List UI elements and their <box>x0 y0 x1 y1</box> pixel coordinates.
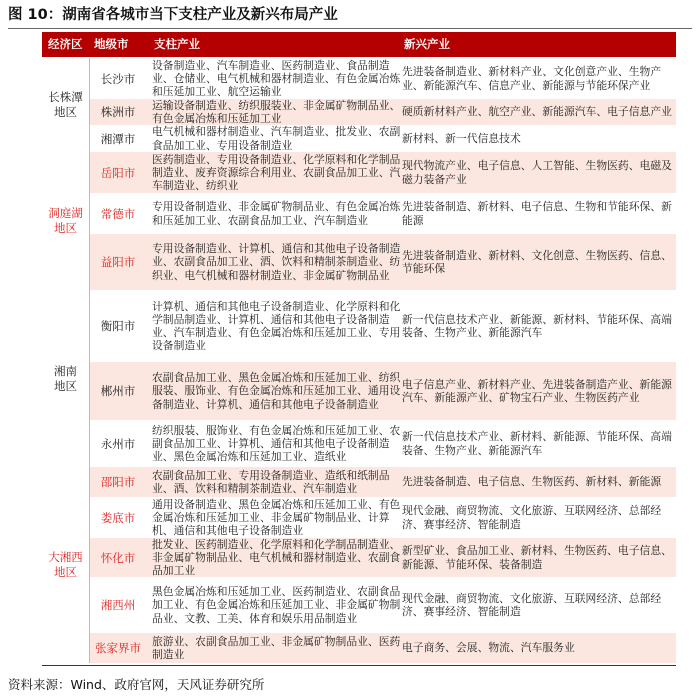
table-row <box>90 99 676 125</box>
city-cell: 永州市 <box>100 436 136 451</box>
emerging-industries-cell <box>402 497 672 538</box>
pillar-industries-cell <box>152 497 402 538</box>
region-label: 长株潭 地区 <box>48 90 83 119</box>
table-row <box>90 290 676 362</box>
city-cell: 怀化市 <box>100 550 136 565</box>
emerging-industries-text: 现代金融、商贸物流、文化旅游、互联网经济、总部经济、赛事经济、智能制造 <box>402 591 662 618</box>
table-row <box>90 420 676 467</box>
city-cell: 衡阳市 <box>100 319 136 333</box>
pillar-industries-text: 专用设备制造业、计算机、通信和其他电子设备制造业、农副食品加工业、酒、饮料和精制茶制造业、纺织业、电气机械和器材制造业、非金属矿物制品业 <box>152 242 401 282</box>
emerging-industries-cell <box>402 467 672 497</box>
pillar-industries-cell <box>152 577 402 633</box>
pillar-industries-cell <box>152 152 402 193</box>
region-label: 湘南 地区 <box>54 363 77 393</box>
emerging-industries-cell <box>402 152 672 193</box>
emerging-industries-cell <box>402 125 672 152</box>
region-cell <box>42 152 90 290</box>
city-cell: 岳阳市 <box>100 165 136 180</box>
table-row <box>90 58 676 99</box>
pillar-industries-cell <box>152 234 402 290</box>
source-note: 资料来源：Wind、政府官网，天风证券研究所 <box>8 677 265 692</box>
table-row <box>90 234 676 290</box>
pillar-industries-text: 专用设备制造业、非金属矿物制品业、有色金属冶炼和压延加工业、农副食品加工业、汽车制造业 <box>152 200 401 227</box>
table-header <box>42 32 676 57</box>
pillar-industries-text: 旅游业、农副食品加工业、非金属矿物制品业、医药制造业 <box>152 634 401 661</box>
emerging-industries-text: 新材料、新一代信息技术 <box>402 131 521 145</box>
city-cell: 邵阳市 <box>100 475 136 489</box>
pillar-industries-cell <box>152 538 402 577</box>
region-label: 大湘西 地区 <box>48 550 83 579</box>
city-cell: 湘西州 <box>100 598 136 612</box>
emerging-industries-text: 新一代信息技术产业、新能源、新材料、节能环保、高端装备、生物产业、新能源汽车 <box>402 312 672 339</box>
emerging-industries-text: 现代物流产业、电子信息、人工智能、生物医药、电磁及磁力装备产业 <box>402 159 672 186</box>
pillar-industries-cell <box>152 362 402 420</box>
region-cell <box>42 58 90 152</box>
emerging-industries-cell <box>402 577 672 633</box>
pillar-industries-cell <box>152 125 402 152</box>
emerging-industries-text: 新型矿业、食品加工业、新材料、生物医药、电子信息、新能源、节能环保、装备制造 <box>402 544 672 571</box>
emerging-industries-text: 现代金融、商贸物流、文化旅游、互联网经济、总部经济、赛事经济、智能制造 <box>402 504 662 531</box>
region-cell <box>42 290 90 467</box>
emerging-industries-cell <box>402 420 672 467</box>
header-pillar-industries: 支柱产业 <box>154 37 200 51</box>
pillar-industries-text: 计算机、通信和其他电子设备制造业、化学原料和化学制品制造业、计算机、通信和其他电子设备制造业、汽车制造业、有色金属冶炼和压延加工业、专用设备制造业 <box>152 299 401 353</box>
pillar-industries-text: 批发业、医药制造业、化学原料和化学制品制造业、非金属矿物制品业、电气机械和器材制造业、农副食品加工业 <box>152 537 401 578</box>
table-row <box>90 362 676 420</box>
emerging-industries-text: 硬质新材料产业、航空产业、新能源汽车、电子信息产业 <box>402 105 672 119</box>
pillar-industries-cell <box>152 193 402 234</box>
region-label: 洞庭湖 地区 <box>48 206 83 235</box>
table-row <box>90 538 676 577</box>
table-row <box>90 152 676 193</box>
emerging-industries-text: 电子商务、会展、物流、汽车服务业 <box>402 641 575 655</box>
city-cell: 长沙市 <box>100 71 136 86</box>
title-divider <box>8 28 692 29</box>
pillar-industries-cell <box>152 58 402 99</box>
pillar-industries-cell <box>152 633 402 663</box>
city-cell: 株洲市 <box>100 105 136 119</box>
figure-title: 图 10：湖南省各城市当下支柱产业及新兴布局产业 <box>8 7 338 23</box>
emerging-industries-text: 先进装备制造、新材料、电子信息、生物和节能环保、新能源 <box>402 200 672 227</box>
table-row <box>90 467 676 497</box>
emerging-industries-text: 新一代信息技术产业、新材料、新能源、节能环保、高端装备、生物产业、新能源汽车 <box>402 430 672 457</box>
pillar-industries-text: 运输设备制造业、纺织服装业、非金属矿物制品业、有色金属冶炼和压延加工业 <box>152 98 401 125</box>
city-cell: 湘潭市 <box>100 131 136 146</box>
city-cell: 常德市 <box>100 206 136 221</box>
pillar-industries-text: 设备制造业、汽车制造业、医药制造业、食品制造业、仓储业、电气机械和器材制造业、有色金属冶炼和压延加工业、航空运输业 <box>152 58 401 99</box>
table-bottom-rule <box>42 665 676 666</box>
region-cell <box>42 467 90 663</box>
city-cell: 益阳市 <box>100 255 136 269</box>
pillar-industries-cell <box>152 467 402 497</box>
pillar-industries-text: 电气机械和器材制造业、汽车制造业、批发业、农副食品加工业、专用设备制造业 <box>152 125 401 152</box>
emerging-industries-cell <box>402 290 672 362</box>
emerging-industries-text: 先进装备制造业、新材料产业、文化创意产业、生物产业、新能源汽车、信息产业、新能源与节能环保产业 <box>402 65 662 92</box>
emerging-industries-text: 先进装备制造、电子信息、生物医药、新材料、新能源 <box>402 475 662 489</box>
pillar-industries-cell <box>152 420 402 467</box>
pillar-industries-text: 农副食品加工业、黑色金属冶炼和压延加工业、纺织服装、服饰业、有色金属冶炼和压延加工业、通用设备制造业、计算机、通信和其他电子设备制造业 <box>152 371 401 411</box>
emerging-industries-cell <box>402 538 672 577</box>
table-row <box>90 633 676 663</box>
emerging-industries-cell <box>402 234 672 290</box>
emerging-industries-cell <box>402 193 672 234</box>
table-row <box>90 193 676 234</box>
header-region: 经济区 <box>48 37 83 51</box>
header-city: 地级市 <box>94 37 129 51</box>
emerging-industries-text: 电子信息产业、新材料产业、先进装备制造产业、新能源汽车、新能源产业、矿物宝石产业、生物医药产业 <box>402 377 672 404</box>
city-cell: 张家界市 <box>95 641 141 655</box>
pillar-industries-cell <box>152 290 402 362</box>
header-emerging-industries: 新兴产业 <box>404 37 450 51</box>
emerging-industries-text: 先进装备制造业、新材料、文化创意、生物医药、信息、节能环保 <box>402 248 672 275</box>
emerging-industries-cell <box>402 362 672 420</box>
pillar-industries-text: 纺织服装、服饰业、有色金属冶炼和压延加工业、农副食品加工业、计算机、通信和其他电子设备制造业、黑色金属冶炼和压延加工业、造纸业 <box>152 423 401 464</box>
pillar-industries-text: 医药制造业、专用设备制造业、化学原料和化学制品制造业、废弃资源综合利用业、农副食品加工业、汽车制造业、纺织业 <box>152 152 401 193</box>
table-row <box>90 497 676 538</box>
pillar-industries-text: 黑色金属冶炼和压延加工业、医药制造业、农副食品加工业、有色金属冶炼和压延加工业、非金属矿物制品业、文教、工美、体育和娱乐用品制造业 <box>152 585 401 625</box>
city-cell: 郴州市 <box>100 384 136 398</box>
pillar-industries-cell <box>152 99 402 125</box>
table-row <box>90 125 676 152</box>
pillar-industries-text: 农副食品加工业、专用设备制造业、造纸和纸制品业、酒、饮料和精制茶制造业、汽车制造业 <box>152 468 390 495</box>
city-cell: 娄底市 <box>100 510 136 525</box>
emerging-industries-cell <box>402 633 672 663</box>
emerging-industries-cell <box>402 99 672 125</box>
table-row <box>90 577 676 633</box>
emerging-industries-cell <box>402 58 672 99</box>
pillar-industries-text: 通用设备制造业、黑色金属冶炼和压延加工业、有色金属冶炼和压延加工业、非金属矿物制品业、计算机、通信和其他电子设备制造业 <box>152 497 401 538</box>
